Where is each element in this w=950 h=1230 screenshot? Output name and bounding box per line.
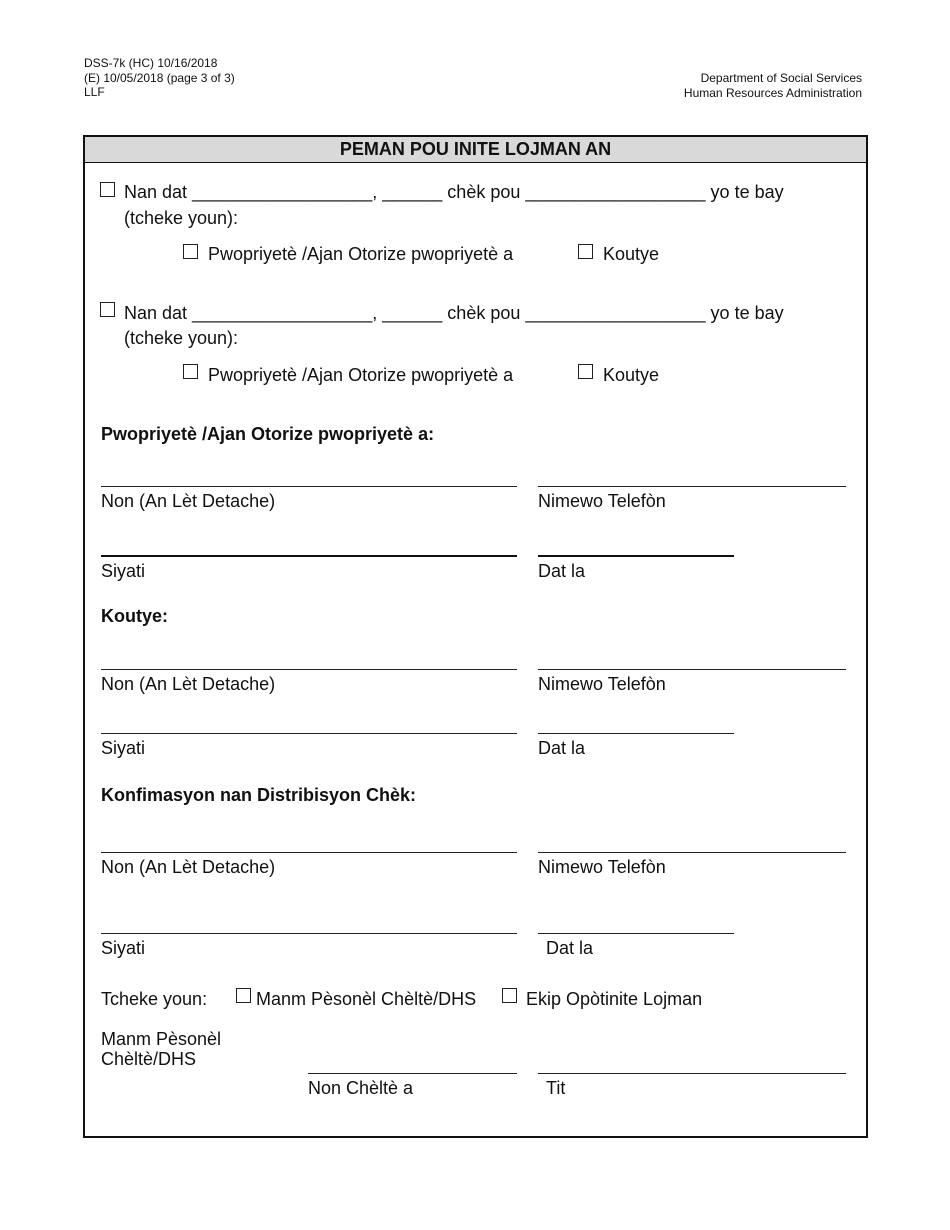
payment-1-note: (tcheke youn): — [124, 208, 239, 228]
check-one-label: Tcheke youn: — [101, 989, 208, 1009]
shelter-staff-checkbox[interactable] — [236, 988, 251, 1003]
agency-block — [684, 71, 862, 100]
confirmation-section-heading: Konfimasyon nan Distribisyon Chèk: — [101, 785, 417, 805]
form-id-line: LLF — [84, 85, 105, 99]
confirmation-phone-label: Nimewo Telefòn — [538, 857, 666, 877]
confirmation-name-line[interactable] — [101, 852, 517, 853]
broker-phone-line[interactable] — [538, 669, 846, 670]
staff-label-line2: Chèltè/DHS — [101, 1049, 197, 1069]
confirmation-date-label: Dat la — [546, 938, 594, 958]
confirmation-signature-line[interactable] — [101, 933, 517, 934]
owner-name-line[interactable] — [101, 486, 517, 487]
housing-team-option-label: Ekip Opòtinite Lojman — [526, 989, 703, 1009]
payment-2-broker-checkbox[interactable] — [578, 364, 593, 379]
broker-name-label: Non (An Lèt Detache) — [101, 674, 276, 694]
payment-2-text: Nan dat __________________, ______ chèk pou __________________ yo te bay — [124, 303, 784, 323]
confirmation-signature-label: Siyati — [101, 938, 146, 958]
payment-1-owner-label: Pwopriyetè /Ajan Otorize pwopriyetè a — [208, 244, 514, 264]
staff-label-line1: Manm Pèsonèl — [101, 1029, 222, 1049]
owner-name-label: Non (An Lèt Detache) — [101, 491, 276, 511]
owner-date-label: Dat la — [538, 561, 586, 581]
payment-2-note: (tcheke youn): — [124, 328, 239, 348]
shelter-name-line[interactable] — [308, 1073, 517, 1074]
form-frame — [83, 135, 868, 1138]
payment-1-broker-label: Koutye — [603, 244, 660, 264]
title-line[interactable] — [538, 1073, 846, 1074]
form-id-block — [84, 56, 235, 100]
agency-line: Human Resources Administration — [683, 85, 862, 100]
broker-signature-label: Siyati — [101, 738, 146, 758]
payment-2-owner-checkbox[interactable] — [183, 364, 198, 379]
broker-signature-line[interactable] — [101, 733, 517, 734]
payment-1-checkbox[interactable] — [100, 182, 115, 197]
owner-section-heading: Pwopriyetè /Ajan Otorize pwopriyetè a: — [101, 424, 435, 444]
shelter-staff-option-label: Manm Pèsonèl Chèltè/DHS — [256, 989, 477, 1009]
confirmation-name-label: Non (An Lèt Detache) — [101, 857, 276, 877]
broker-date-label: Dat la — [538, 738, 586, 758]
owner-signature-label: Siyati — [101, 561, 146, 581]
housing-team-checkbox[interactable] — [502, 988, 517, 1003]
owner-signature-line[interactable] — [101, 555, 517, 557]
payment-2-checkbox[interactable] — [100, 302, 115, 317]
form-id-line: (E) 10/05/2018 (page 3 of 3) — [84, 70, 235, 85]
payment-1-broker-checkbox[interactable] — [578, 244, 593, 259]
confirmation-date-line[interactable] — [538, 933, 734, 934]
payment-2-owner-label: Pwopriyetè /Ajan Otorize pwopriyetè a — [208, 365, 514, 385]
payment-2-broker-label: Koutye — [603, 365, 660, 385]
form-id-line: DSS-7k (HC) 10/16/2018 — [84, 56, 218, 70]
title-label: Tit — [546, 1078, 566, 1098]
confirmation-phone-line[interactable] — [538, 852, 846, 853]
owner-date-line[interactable] — [538, 555, 734, 557]
broker-name-line[interactable] — [101, 669, 517, 670]
owner-phone-line[interactable] — [538, 486, 846, 487]
agency-line: Department of Social Services — [700, 71, 862, 85]
broker-section-heading: Koutye: — [101, 606, 168, 626]
broker-phone-label: Nimewo Telefòn — [538, 674, 666, 694]
shelter-name-label: Non Chèltè a — [308, 1078, 414, 1098]
payment-1-owner-checkbox[interactable] — [183, 244, 198, 259]
broker-date-line[interactable] — [538, 733, 734, 734]
form-title: PEMAN POU INITE LOJMAN AN — [85, 137, 866, 163]
owner-phone-label: Nimewo Telefòn — [538, 491, 666, 511]
payment-1-text: Nan dat __________________, ______ chèk pou __________________ yo te bay — [124, 182, 784, 202]
